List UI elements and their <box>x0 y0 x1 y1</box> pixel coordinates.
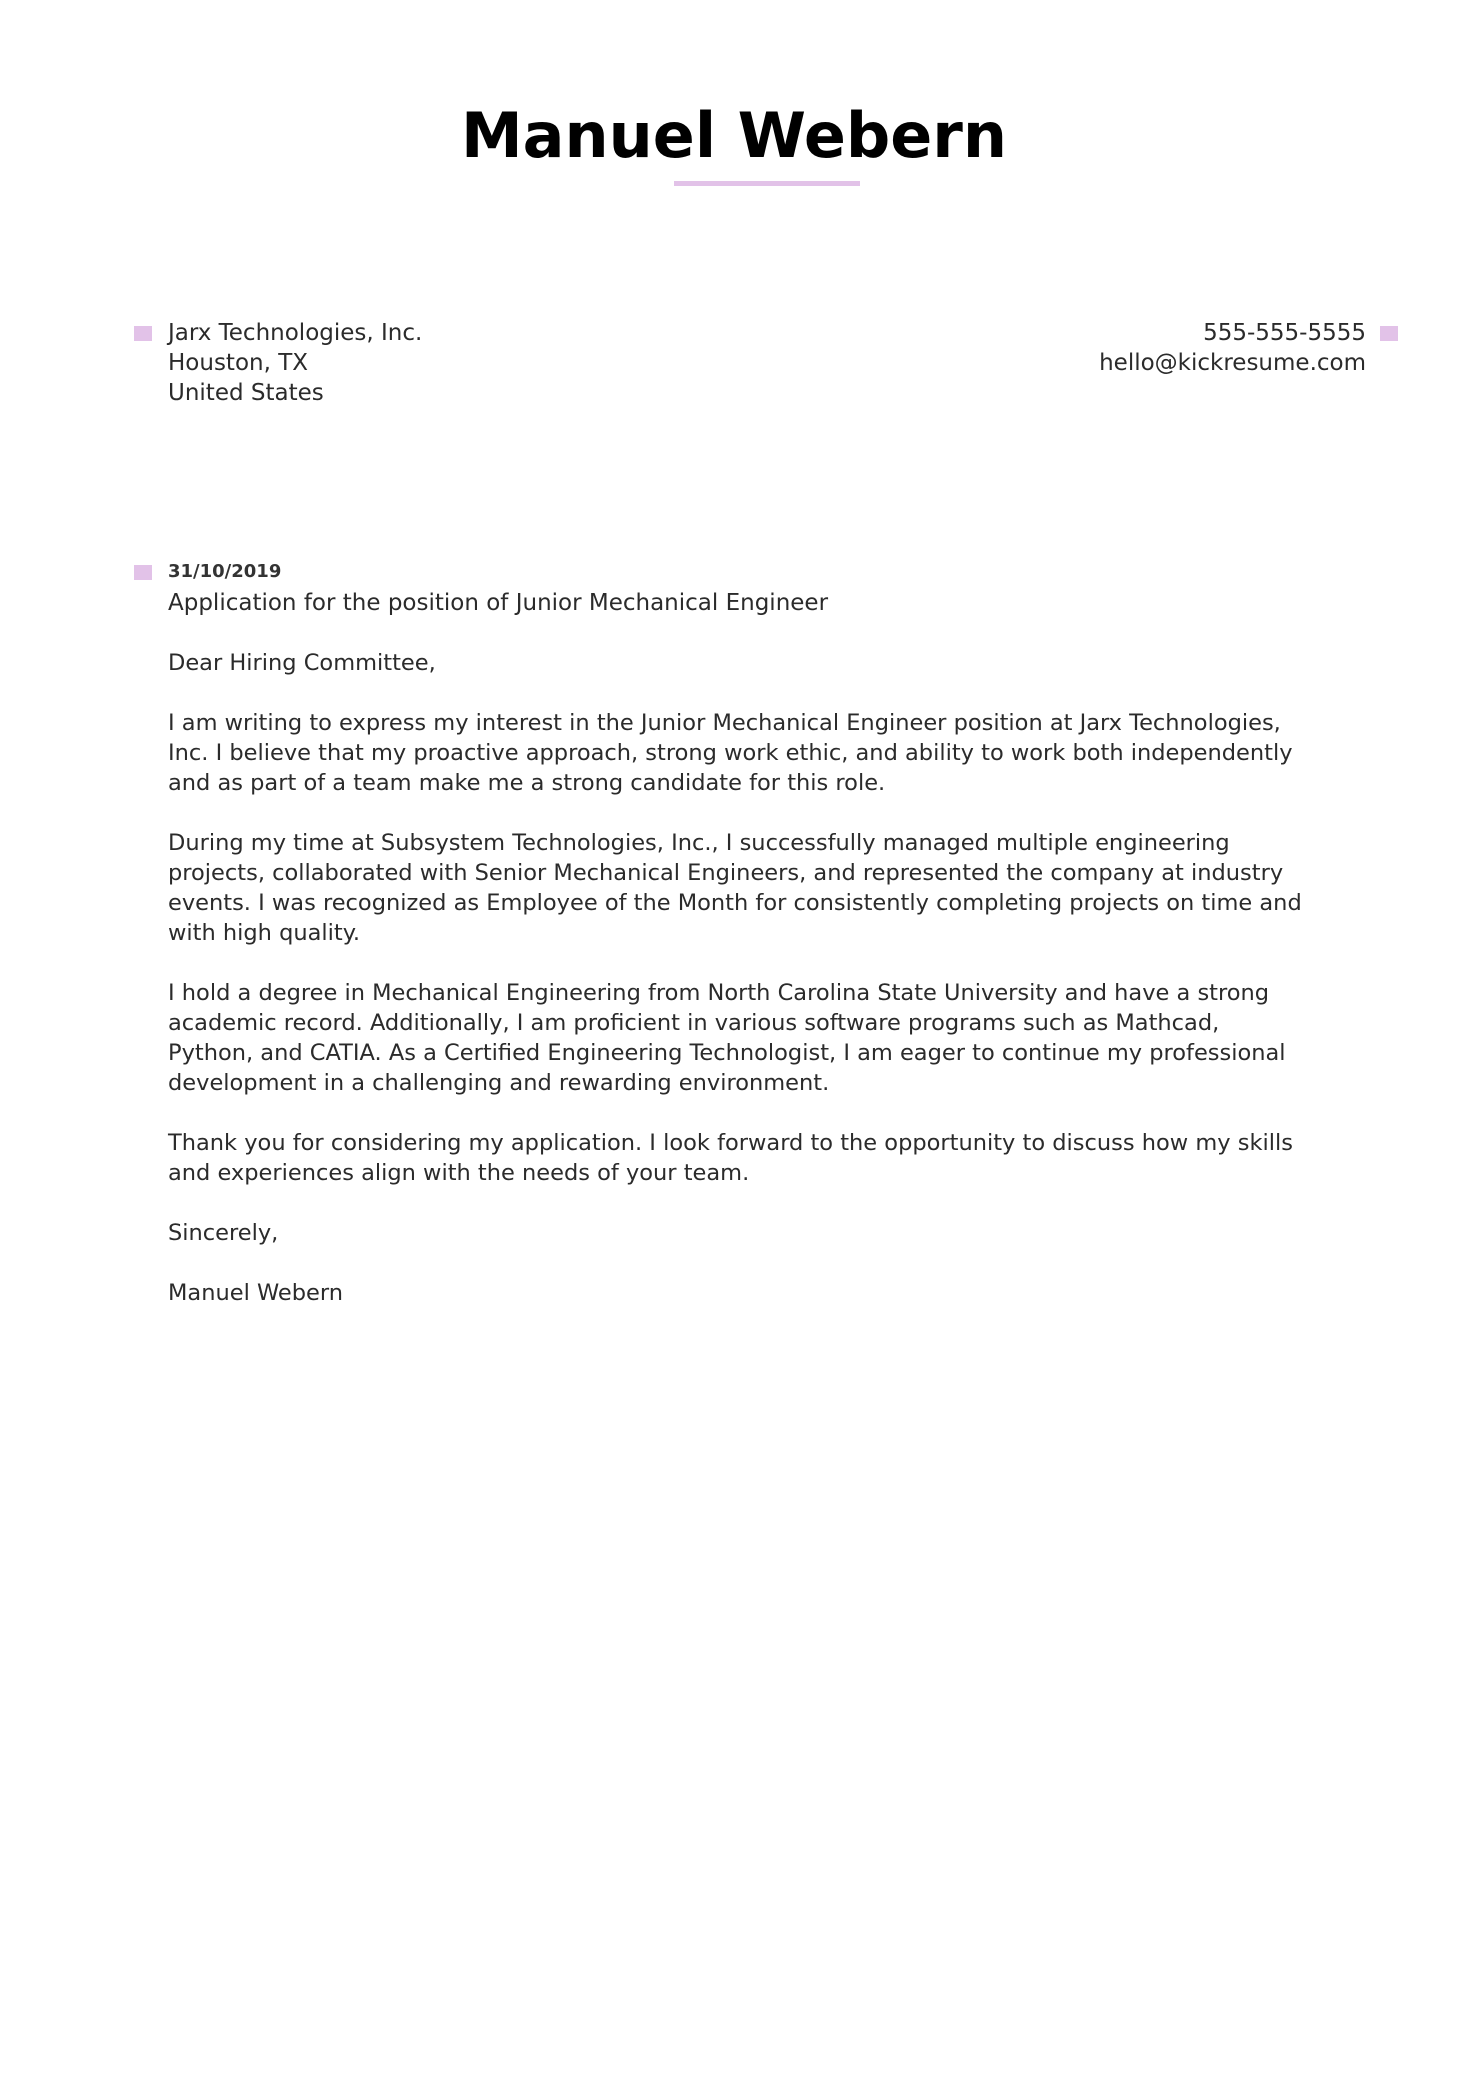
date-marker <box>134 565 152 580</box>
recipient-city: Houston, TX <box>168 350 309 376</box>
contact-marker <box>1380 326 1398 341</box>
paragraph-4 <box>168 1128 1368 1188</box>
signature: Manuel Webern <box>168 1280 343 1306</box>
paragraph-3 <box>168 978 1368 1098</box>
paragraph-line: events. I was recognized as Employee of the Month for consistently completing projects on time and <box>168 890 1302 916</box>
paragraph-line: Python, and CATIA. As a Certified Engineering Technologist, I am eager to continue my professional <box>168 1040 1286 1066</box>
recipient-company: Jarx Technologies, Inc. <box>168 320 423 346</box>
closing: Sincerely, <box>168 1220 279 1246</box>
letter-body <box>168 560 1368 1338</box>
letter-date: 31/10/2019 <box>168 561 282 582</box>
paragraph-line: academic record. Additionally, I am proficient in various software programs such as Mathcad, <box>168 1010 1220 1036</box>
letter-subject: Application for the position of Junior Mechanical Engineer <box>168 590 829 616</box>
paragraph-2 <box>168 828 1368 948</box>
contact-phone: 555-555-5555 <box>1203 320 1366 346</box>
salutation: Dear Hiring Committee, <box>168 650 436 676</box>
paragraph-line: Inc. I believe that my proactive approach, strong work ethic, and ability to work both independently <box>168 740 1293 766</box>
recipient-country: United States <box>168 380 324 406</box>
recipient-address <box>168 318 422 408</box>
paragraph-line: I hold a degree in Mechanical Engineering from North Carolina State University and have a strong <box>168 980 1270 1006</box>
contact-info <box>1099 318 1366 378</box>
paragraph-line: projects, collaborated with Senior Mechanical Engineers, and represented the company at industry <box>168 860 1284 886</box>
paragraph-line: with high quality. <box>168 920 361 946</box>
paragraph-line: and experiences align with the needs of your team. <box>168 1160 750 1186</box>
paragraph-line: Thank you for considering my application. I look forward to the opportunity to discuss how my skills <box>168 1130 1293 1156</box>
name-underline <box>674 181 860 186</box>
paragraph-line: development in a challenging and rewarding environment. <box>168 1070 830 1096</box>
paragraph-1 <box>168 708 1368 798</box>
paragraph-line: and as part of a team make me a strong candidate for this role. <box>168 770 886 796</box>
paragraph-line: During my time at Subsystem Technologies, Inc., I successfully managed multiple engineering <box>168 830 1230 856</box>
paragraph-line: I am writing to express my interest in the Junior Mechanical Engineer position at Jarx Technologies, <box>168 710 1281 736</box>
contact-email: hello@kickresume.com <box>1099 350 1366 376</box>
recipient-marker <box>134 326 152 341</box>
applicant-name: Manuel Webern <box>460 99 1008 172</box>
